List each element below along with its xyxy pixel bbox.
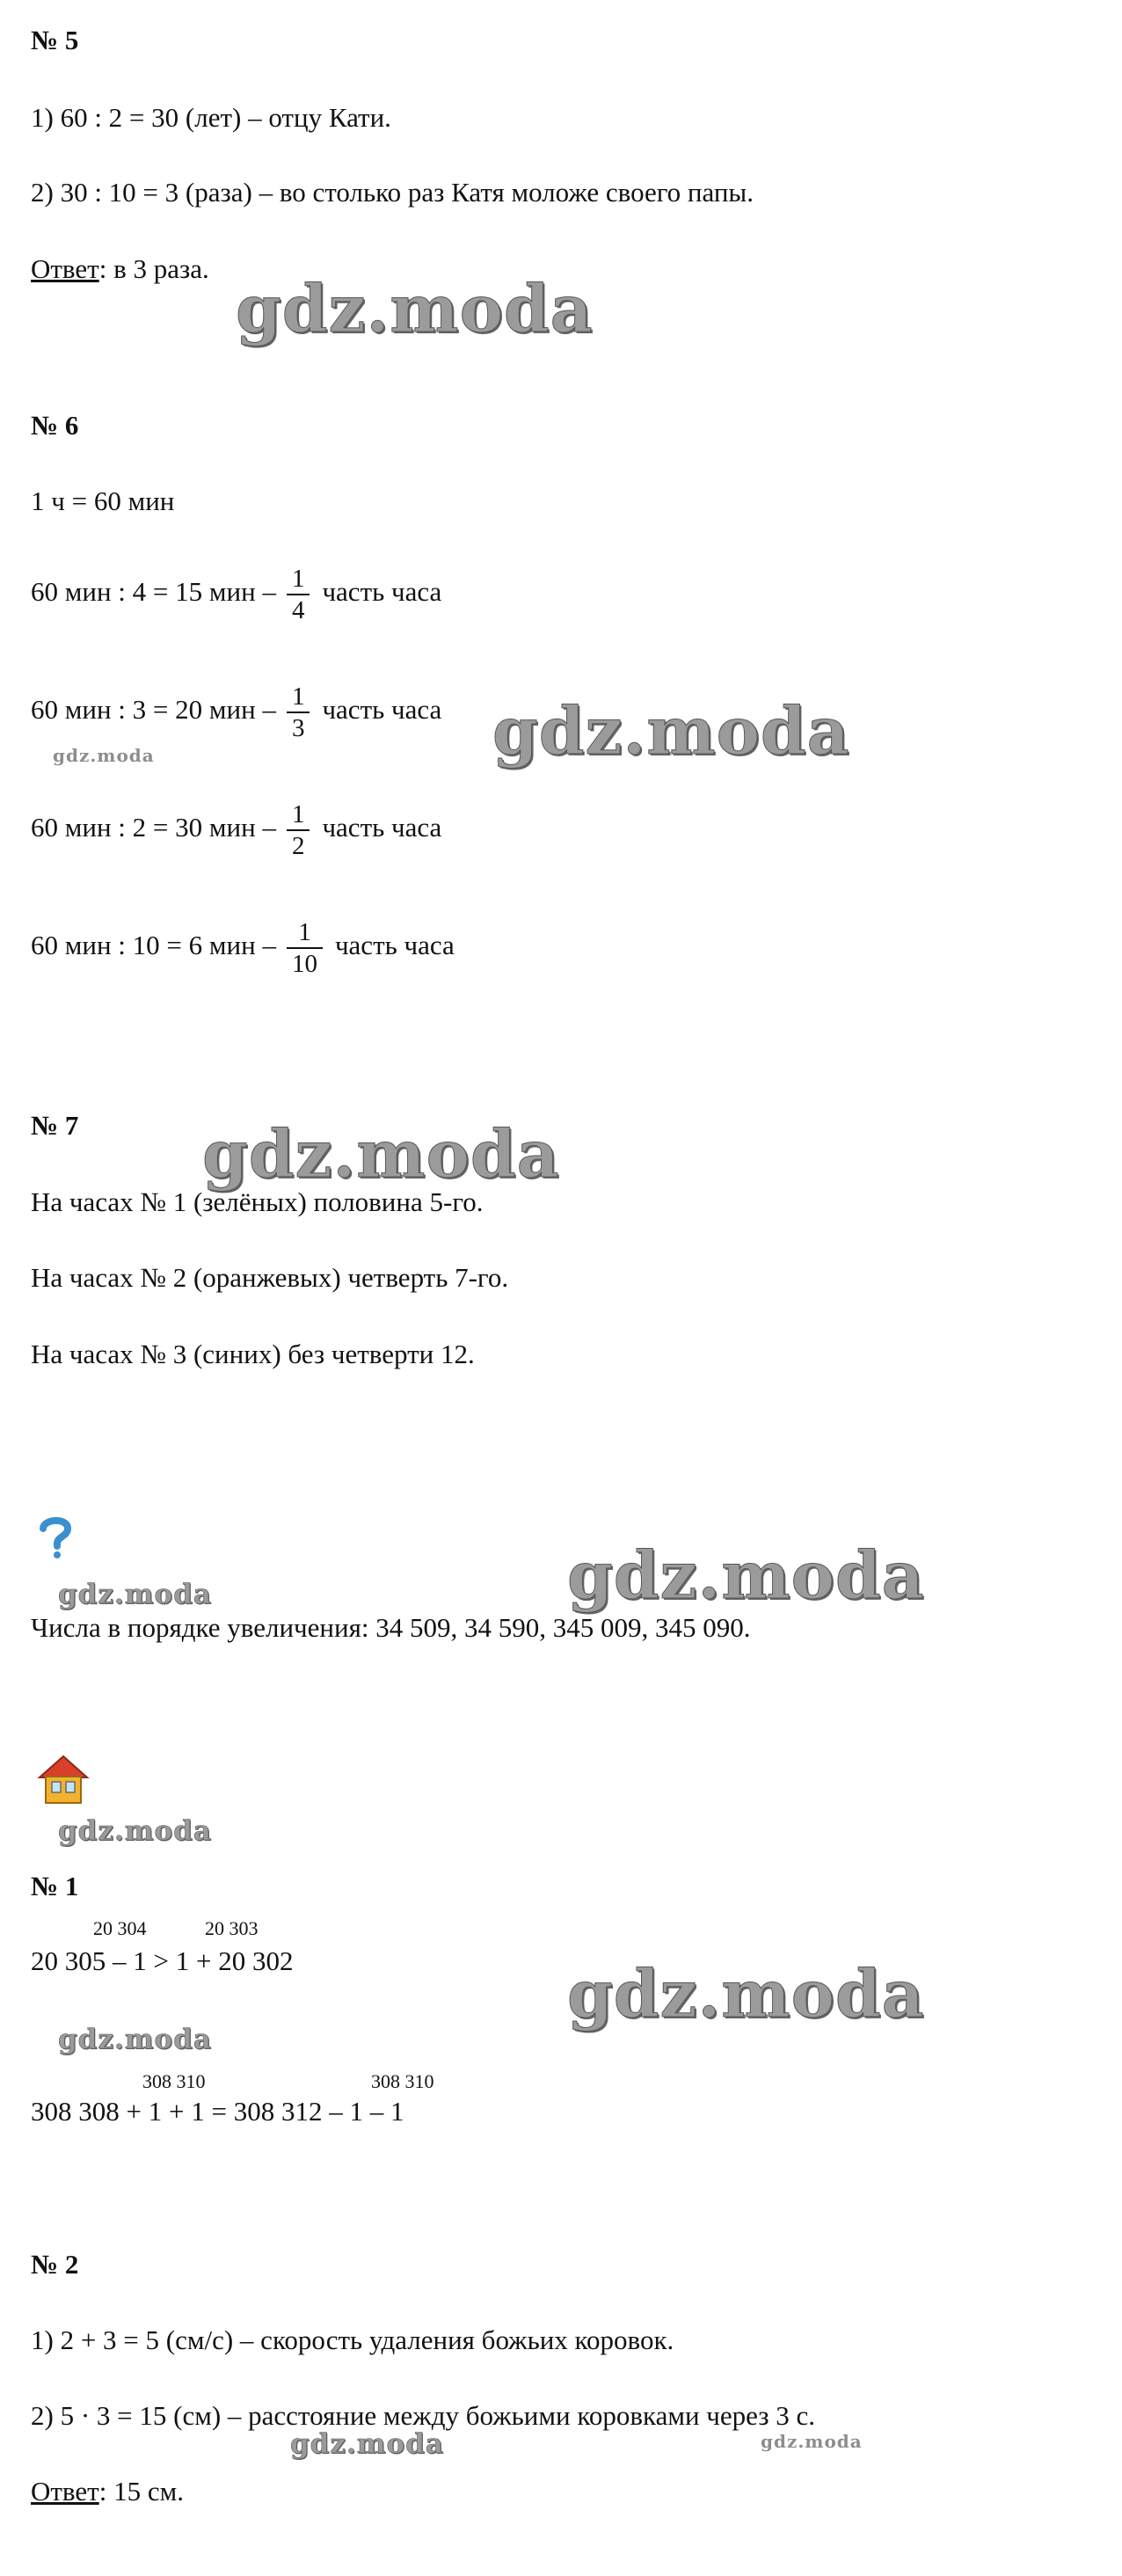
task5-heading: № 5 [31,25,79,55]
fraction-denominator: 10 [291,950,317,978]
question-mark-icon [35,1514,76,1558]
home2-step2: 2) 5 · 3 = 15 (см) – расстояние между божьими коровками через 3 с. [31,2400,816,2431]
task6-row-2 [31,682,441,743]
task7-heading: № 7 [31,1110,79,1141]
fraction-numerator: 1 [287,917,323,949]
home2-answer [31,2476,184,2507]
watermark: gdz.moda [290,2428,444,2460]
row-suffix: часть часа [322,694,442,726]
task6-heading: № 6 [31,410,79,441]
watermark: gdz.moda [202,1117,560,1193]
watermark: gdz.moda [58,2024,212,2055]
watermark: gdz.moda [58,1579,212,1610]
watermark: gdz.moda [58,1815,212,1847]
home1-sup2b: 308 310 [371,2070,434,2092]
row-expr: 60 мин : 3 = 20 мин – [31,694,276,726]
fraction [287,564,310,625]
watermark: gdz.moda [236,272,594,347]
task7-line3: На часах № 3 (синих) без четверти 12. [31,1339,475,1369]
home1-sup2a: 308 310 [142,2070,206,2092]
fraction-denominator: 4 [291,596,305,624]
task6-row-1 [31,564,441,625]
task6-line0: 1 ч = 60 мин [31,485,175,516]
fraction-numerator: 1 [287,799,310,831]
answer-label: Ответ [31,2476,99,2507]
row-expr: 60 мин : 2 = 30 мин – [31,812,276,843]
fraction-denominator: 3 [291,714,305,742]
fraction-denominator: 2 [291,832,305,860]
task5-step1: 1) 60 : 2 = 30 (лет) – отцу Кати. [31,102,391,133]
fraction-numerator: 1 [287,564,310,595]
answer-label: Ответ [31,253,99,284]
task5-step2: 2) 30 : 10 = 3 (раза) – во столько раз Катя моложе своего папы. [31,177,754,208]
home1-sup1b: 20 303 [205,1917,259,1939]
watermark: gdz.moda [761,2431,863,2452]
answer-text: : 15 см. [98,2476,184,2507]
watermark: gdz.moda [567,1957,925,2032]
watermark: gdz.moda [567,1538,925,1614]
row-suffix: часть часа [334,930,455,961]
house-icon [37,1753,90,1806]
row-suffix: часть часа [322,812,442,843]
row-suffix: часть часа [322,576,442,608]
home1-sup1a: 20 304 [93,1917,147,1939]
task5-answer [31,253,209,285]
home2-step1: 1) 2 + 3 = 5 (см/с) – скорость удаления божьих коровок. [31,2324,674,2355]
home1-heading: № 1 [31,1871,79,1901]
watermark: gdz.moda [492,694,850,770]
fraction [287,682,310,743]
answer-text: : в 3 раза. [98,253,209,284]
home1-expr2: 308 308 + 1 + 1 = 308 312 – 1 – 1 [31,2096,404,2127]
home2-heading: № 2 [31,2249,79,2280]
question-answer: Числа в порядке увеличения: 34 509, 34 590, 345 009, 345 090. [31,1612,751,1643]
home1-expr1: 20 305 – 1 > 1 + 20 302 [31,1945,294,1976]
fraction [287,799,310,861]
task7-line2: На часах № 2 (оранжевых) четверть 7-го. [31,1262,509,1293]
watermark: gdz.moda [53,745,155,766]
task7-line1: На часах № 1 (зелёных) половина 5-го. [31,1186,484,1217]
row-expr: 60 мин : 4 = 15 мин – [31,576,276,608]
fraction [287,917,323,979]
fraction-numerator: 1 [287,682,310,713]
row-expr: 60 мин : 10 = 6 мин – [31,930,276,961]
task6-row-4 [31,917,455,979]
task6-row-3 [31,799,441,861]
